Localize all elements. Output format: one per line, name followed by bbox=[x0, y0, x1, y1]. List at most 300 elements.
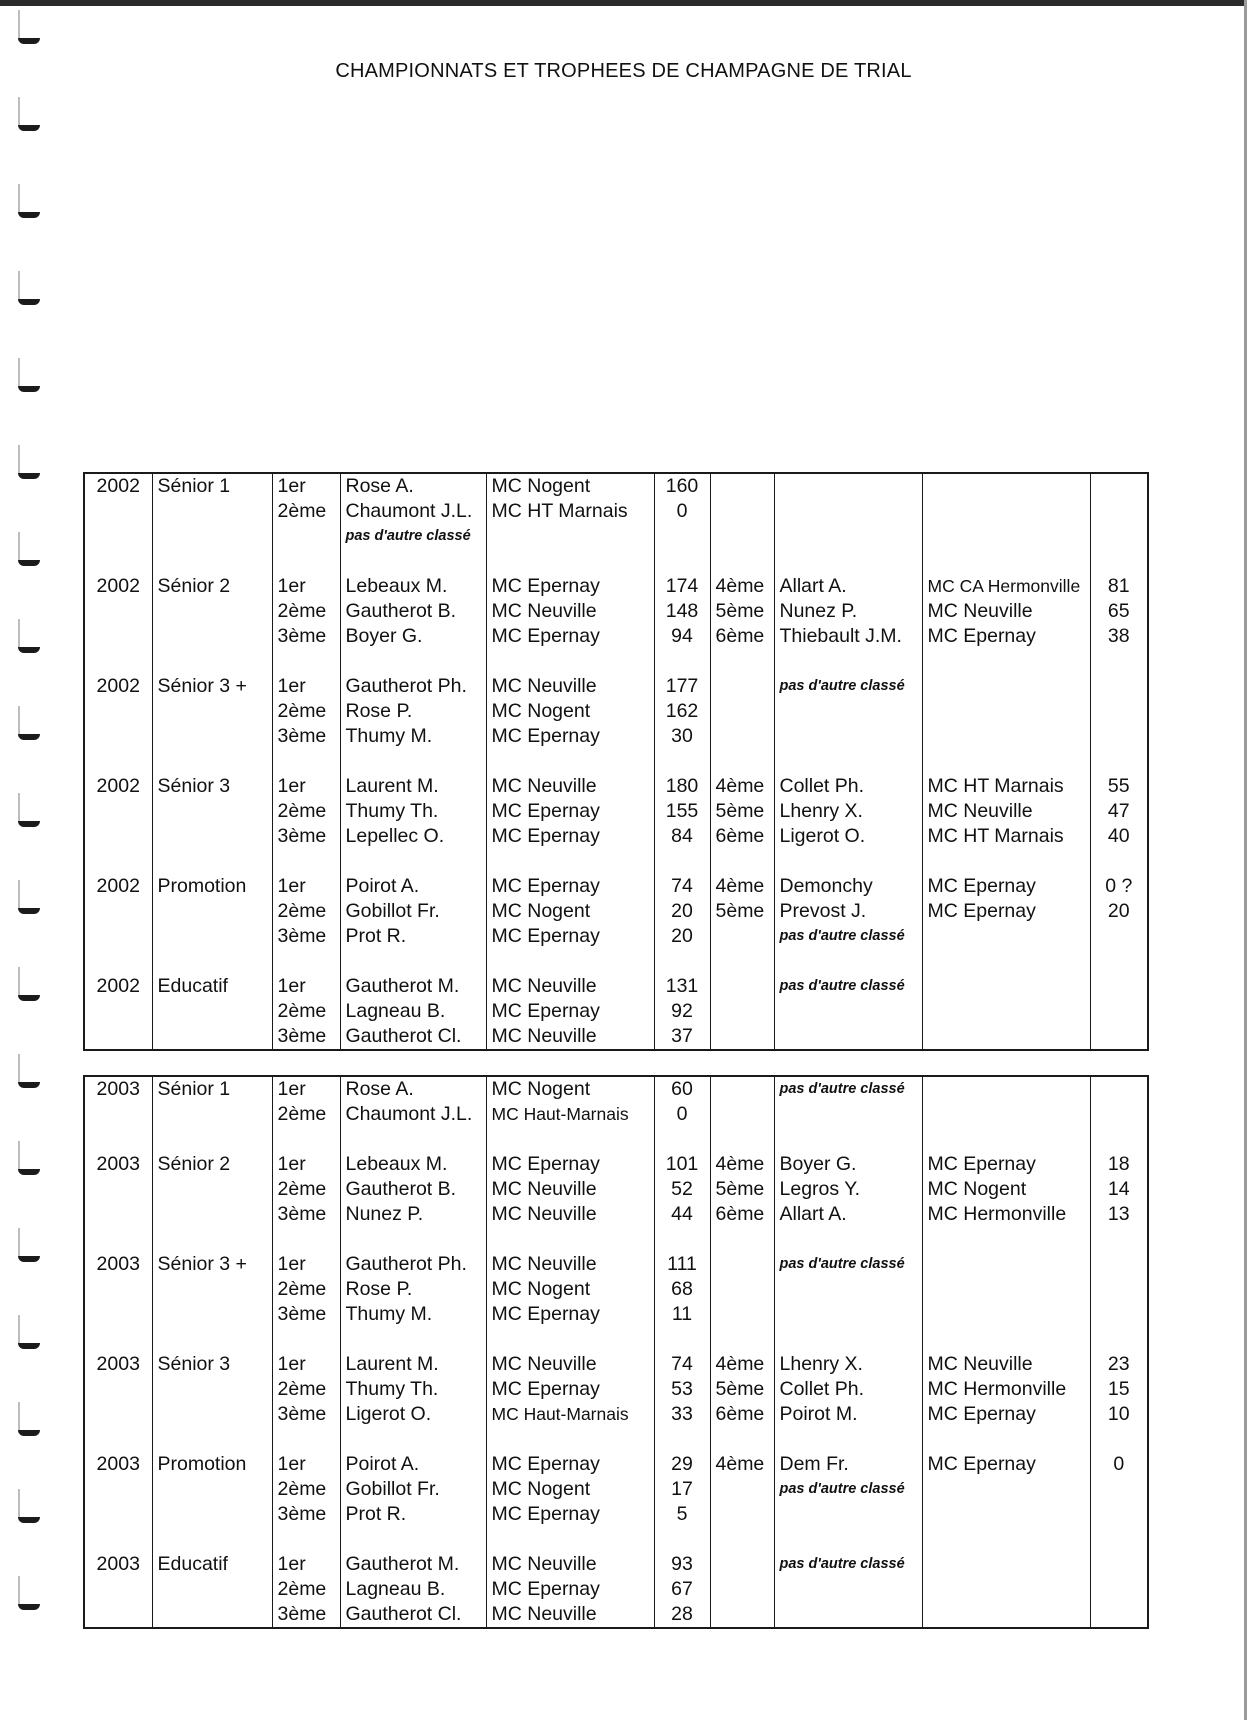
club-cell: MC Epernay bbox=[922, 874, 1090, 899]
rider-name-cell: Gobillot Fr. bbox=[340, 899, 486, 924]
points-cell: 60 bbox=[654, 1076, 710, 1102]
rider-name-cell: Gautherot Ph. bbox=[340, 674, 486, 699]
rank-cell: 2ème bbox=[272, 999, 340, 1024]
rider-name-cell bbox=[774, 1302, 922, 1327]
points-cell bbox=[1090, 1477, 1148, 1502]
club-cell bbox=[922, 499, 1090, 524]
rider-name-cell: Gautherot M. bbox=[340, 974, 486, 999]
category-cell bbox=[152, 1502, 272, 1527]
club-cell bbox=[922, 1076, 1090, 1102]
empty-cell bbox=[654, 1127, 710, 1152]
rank-cell bbox=[710, 1076, 774, 1102]
binder-ring bbox=[14, 880, 40, 916]
club-cell: MC Nogent bbox=[486, 899, 654, 924]
table-row bbox=[84, 1177, 1148, 1202]
empty-cell bbox=[272, 849, 340, 874]
year-cell bbox=[84, 1277, 152, 1302]
club-cell: MC Neuville bbox=[486, 974, 654, 999]
empty-cell bbox=[774, 949, 922, 974]
rank-cell: 1er bbox=[272, 1076, 340, 1102]
points-cell: 44 bbox=[654, 1202, 710, 1227]
club-cell bbox=[922, 1477, 1090, 1502]
empty-cell bbox=[922, 1527, 1090, 1552]
points-cell: 52 bbox=[654, 1177, 710, 1202]
year-cell: 2003 bbox=[84, 1076, 152, 1102]
rank-cell: 3ème bbox=[272, 1402, 340, 1427]
empty-cell bbox=[272, 549, 340, 574]
rank-cell: 1er bbox=[272, 1352, 340, 1377]
empty-cell bbox=[84, 1227, 152, 1252]
empty-cell bbox=[774, 649, 922, 674]
rank-cell: 1er bbox=[272, 1252, 340, 1277]
club-cell: MC Epernay bbox=[486, 799, 654, 824]
rank-cell: 2ème bbox=[272, 1377, 340, 1402]
empty-cell bbox=[272, 1427, 340, 1452]
empty-cell bbox=[1090, 1327, 1148, 1352]
points-cell bbox=[1090, 1252, 1148, 1277]
points-cell bbox=[1090, 1277, 1148, 1302]
empty-cell bbox=[272, 524, 340, 549]
rider-name-cell: Allart A. bbox=[774, 1202, 922, 1227]
binder-ring bbox=[14, 532, 40, 568]
empty-cell bbox=[654, 749, 710, 774]
points-cell: 37 bbox=[654, 1024, 710, 1050]
empty-cell bbox=[922, 1227, 1090, 1252]
rank-cell: 2ème bbox=[272, 1477, 340, 1502]
category-cell bbox=[152, 1477, 272, 1502]
empty-cell bbox=[84, 1527, 152, 1552]
year-cell: 2003 bbox=[84, 1252, 152, 1277]
points-cell: 160 bbox=[654, 473, 710, 499]
results-table-2003 bbox=[83, 1075, 1149, 1629]
empty-cell bbox=[340, 1327, 486, 1352]
club-cell: MC Epernay bbox=[486, 824, 654, 849]
empty-cell bbox=[922, 1427, 1090, 1452]
points-cell: 65 bbox=[1090, 599, 1148, 624]
club-cell: MC Neuville bbox=[486, 1202, 654, 1227]
table-row bbox=[84, 999, 1148, 1024]
rider-name-cell: Ligerot O. bbox=[774, 824, 922, 849]
empty-cell bbox=[654, 849, 710, 874]
table-row bbox=[84, 1024, 1148, 1050]
points-cell bbox=[1090, 674, 1148, 699]
category-cell bbox=[152, 899, 272, 924]
club-cell: MC Haut-Marnais bbox=[486, 1402, 654, 1427]
club-cell: MC Nogent bbox=[486, 699, 654, 724]
points-cell: 111 bbox=[654, 1252, 710, 1277]
rank-cell: 3ème bbox=[272, 724, 340, 749]
club-cell: MC Epernay bbox=[486, 1302, 654, 1327]
category-cell: Educatif bbox=[152, 1552, 272, 1577]
club-cell: MC Neuville bbox=[486, 774, 654, 799]
table-row bbox=[84, 1102, 1148, 1127]
rank-cell: 4ème bbox=[710, 1152, 774, 1177]
club-cell bbox=[922, 1502, 1090, 1527]
points-cell: 15 bbox=[1090, 1377, 1148, 1402]
empty-cell bbox=[486, 749, 654, 774]
rider-name-cell bbox=[774, 699, 922, 724]
points-cell: 20 bbox=[654, 924, 710, 949]
binder-ring bbox=[14, 619, 40, 655]
club-cell: MC CA Hermonville bbox=[922, 574, 1090, 599]
empty-cell bbox=[1090, 849, 1148, 874]
no-other-ranked-note: pas d'autre classé bbox=[774, 1477, 922, 1502]
rank-cell bbox=[710, 724, 774, 749]
rank-cell bbox=[710, 1577, 774, 1602]
empty-cell bbox=[84, 1427, 152, 1452]
rank-cell bbox=[710, 1302, 774, 1327]
rider-name-cell: Gautherot Cl. bbox=[340, 1024, 486, 1050]
empty-cell bbox=[922, 949, 1090, 974]
no-other-ranked-note: pas d'autre classé bbox=[774, 674, 922, 699]
empty-cell bbox=[272, 1327, 340, 1352]
rider-name-cell bbox=[774, 1277, 922, 1302]
club-cell: MC Neuville bbox=[922, 1352, 1090, 1377]
group-spacer-row bbox=[84, 849, 1148, 874]
year-cell: 2002 bbox=[84, 473, 152, 499]
empty-cell bbox=[152, 649, 272, 674]
category-cell bbox=[152, 1024, 272, 1050]
rank-cell: 1er bbox=[272, 1452, 340, 1477]
rank-cell: 4ème bbox=[710, 1452, 774, 1477]
rider-name-cell bbox=[774, 1502, 922, 1527]
club-cell: MC Epernay bbox=[922, 1452, 1090, 1477]
group-spacer-row bbox=[84, 1327, 1148, 1352]
empty-cell bbox=[84, 1127, 152, 1152]
empty-cell bbox=[486, 1527, 654, 1552]
empty-cell bbox=[272, 949, 340, 974]
points-cell: 53 bbox=[654, 1377, 710, 1402]
binder-ring bbox=[14, 184, 40, 220]
rider-name-cell: Gautherot B. bbox=[340, 1177, 486, 1202]
rider-name-cell: Gautherot Cl. bbox=[340, 1602, 486, 1628]
rank-cell bbox=[710, 924, 774, 949]
binder-ring bbox=[14, 271, 40, 307]
rank-cell: 4ème bbox=[710, 874, 774, 899]
year-cell: 2003 bbox=[84, 1552, 152, 1577]
empty-cell bbox=[340, 849, 486, 874]
empty-cell bbox=[654, 1227, 710, 1252]
binder-rings bbox=[14, 0, 44, 1720]
rider-name-cell: Boyer G. bbox=[340, 624, 486, 649]
club-cell: MC Epernay bbox=[486, 999, 654, 1024]
points-cell: 162 bbox=[654, 699, 710, 724]
rank-cell bbox=[710, 1602, 774, 1628]
club-cell: MC HT Marnais bbox=[922, 774, 1090, 799]
empty-cell bbox=[486, 949, 654, 974]
club-cell bbox=[922, 724, 1090, 749]
club-cell: MC Hermonville bbox=[922, 1377, 1090, 1402]
points-cell: 68 bbox=[654, 1277, 710, 1302]
rank-cell bbox=[710, 1252, 774, 1277]
rider-name-cell bbox=[774, 1102, 922, 1127]
rank-cell: 3ème bbox=[272, 1302, 340, 1327]
rider-name-cell: Poirot A. bbox=[340, 1452, 486, 1477]
club-cell bbox=[922, 1602, 1090, 1628]
club-cell: MC Epernay bbox=[486, 1377, 654, 1402]
rider-name-cell: Laurent M. bbox=[340, 1352, 486, 1377]
points-cell bbox=[1090, 1076, 1148, 1102]
year-cell: 2003 bbox=[84, 1452, 152, 1477]
rank-cell bbox=[710, 499, 774, 524]
binder-ring bbox=[14, 793, 40, 829]
year-cell: 2002 bbox=[84, 874, 152, 899]
empty-cell bbox=[152, 1327, 272, 1352]
empty-cell bbox=[340, 1227, 486, 1252]
table-row bbox=[84, 1076, 1148, 1102]
empty-cell bbox=[710, 649, 774, 674]
year-cell bbox=[84, 1577, 152, 1602]
points-cell: 94 bbox=[654, 624, 710, 649]
rank-cell bbox=[710, 1024, 774, 1050]
club-cell: MC HT Marnais bbox=[922, 824, 1090, 849]
category-cell bbox=[152, 599, 272, 624]
rider-name-cell: Dem Fr. bbox=[774, 1452, 922, 1477]
empty-cell bbox=[1090, 649, 1148, 674]
club-cell: MC Nogent bbox=[486, 1477, 654, 1502]
category-cell bbox=[152, 624, 272, 649]
category-cell bbox=[152, 999, 272, 1024]
rider-name-cell: Thiebault J.M. bbox=[774, 624, 922, 649]
year-cell bbox=[84, 924, 152, 949]
year-cell: 2002 bbox=[84, 674, 152, 699]
binder-ring bbox=[14, 97, 40, 133]
club-cell bbox=[922, 1302, 1090, 1327]
rider-name-cell: Chaumont J.L. bbox=[340, 1102, 486, 1127]
rider-name-cell: Boyer G. bbox=[774, 1152, 922, 1177]
category-cell bbox=[152, 924, 272, 949]
table-row bbox=[84, 1352, 1148, 1377]
no-other-ranked-note: pas d'autre classé bbox=[774, 974, 922, 999]
rank-cell: 3ème bbox=[272, 1024, 340, 1050]
club-cell: MC Nogent bbox=[486, 1076, 654, 1102]
binder-ring bbox=[14, 10, 40, 46]
group-spacer-row bbox=[84, 1127, 1148, 1152]
empty-cell bbox=[1090, 1227, 1148, 1252]
empty-cell bbox=[84, 949, 152, 974]
rank-cell: 2ème bbox=[272, 1177, 340, 1202]
category-cell: Sénior 3 + bbox=[152, 674, 272, 699]
empty-cell bbox=[340, 749, 486, 774]
binder-ring bbox=[14, 1054, 40, 1090]
rank-cell: 2ème bbox=[272, 1277, 340, 1302]
year-cell bbox=[84, 624, 152, 649]
rank-cell: 1er bbox=[272, 774, 340, 799]
category-cell bbox=[152, 1302, 272, 1327]
table-row bbox=[84, 1302, 1148, 1327]
club-cell bbox=[922, 699, 1090, 724]
table-row bbox=[84, 974, 1148, 999]
category-cell bbox=[152, 699, 272, 724]
points-cell: 174 bbox=[654, 574, 710, 599]
empty-cell bbox=[84, 849, 152, 874]
empty-cell bbox=[774, 849, 922, 874]
table-row bbox=[84, 674, 1148, 699]
category-cell bbox=[152, 1102, 272, 1127]
no-other-ranked-note: pas d'autre classé bbox=[774, 924, 922, 949]
points-cell bbox=[1090, 974, 1148, 999]
empty-cell bbox=[152, 1527, 272, 1552]
empty-cell bbox=[774, 549, 922, 574]
rider-name-cell: Collet Ph. bbox=[774, 774, 922, 799]
year-cell bbox=[84, 1477, 152, 1502]
empty-cell bbox=[486, 849, 654, 874]
table-row bbox=[84, 1377, 1148, 1402]
rank-cell: 3ème bbox=[272, 1202, 340, 1227]
empty-cell bbox=[152, 849, 272, 874]
table-row bbox=[84, 599, 1148, 624]
rank-cell bbox=[710, 974, 774, 999]
empty-cell bbox=[774, 749, 922, 774]
club-cell: MC Neuville bbox=[486, 1552, 654, 1577]
points-cell bbox=[1090, 1577, 1148, 1602]
table-row bbox=[84, 1552, 1148, 1577]
year-cell bbox=[84, 1177, 152, 1202]
rider-name-cell bbox=[774, 1602, 922, 1628]
year-cell bbox=[84, 1302, 152, 1327]
club-cell: MC Neuville bbox=[486, 1602, 654, 1628]
empty-cell bbox=[922, 1127, 1090, 1152]
rider-name-cell bbox=[774, 1024, 922, 1050]
binder-ring bbox=[14, 706, 40, 742]
year-cell bbox=[84, 724, 152, 749]
points-cell: 33 bbox=[654, 1402, 710, 1427]
points-cell: 38 bbox=[1090, 624, 1148, 649]
binder-ring bbox=[14, 445, 40, 481]
rank-cell: 2ème bbox=[272, 499, 340, 524]
club-cell: MC Neuville bbox=[486, 674, 654, 699]
rider-name-cell: Allart A. bbox=[774, 574, 922, 599]
empty-cell bbox=[1090, 1127, 1148, 1152]
category-cell: Sénior 3 bbox=[152, 774, 272, 799]
points-cell: 20 bbox=[1090, 899, 1148, 924]
year-cell bbox=[84, 1202, 152, 1227]
year-cell bbox=[84, 499, 152, 524]
points-cell: 23 bbox=[1090, 1352, 1148, 1377]
points-cell: 10 bbox=[1090, 1402, 1148, 1427]
club-cell: MC Nogent bbox=[922, 1177, 1090, 1202]
category-cell: Sénior 2 bbox=[152, 574, 272, 599]
rank-cell: 1er bbox=[272, 874, 340, 899]
no-other-ranked-note: pas d'autre classé bbox=[774, 1552, 922, 1577]
rank-cell bbox=[710, 999, 774, 1024]
club-cell: MC Hermonville bbox=[922, 1202, 1090, 1227]
rank-cell: 5ème bbox=[710, 899, 774, 924]
empty-cell bbox=[654, 949, 710, 974]
table-row bbox=[84, 924, 1148, 949]
rank-cell bbox=[710, 1277, 774, 1302]
year-cell: 2002 bbox=[84, 774, 152, 799]
rank-cell: 4ème bbox=[710, 574, 774, 599]
year-cell bbox=[84, 799, 152, 824]
year-cell: 2002 bbox=[84, 574, 152, 599]
category-cell bbox=[152, 1377, 272, 1402]
rank-cell: 3ème bbox=[272, 924, 340, 949]
club-cell: MC Neuville bbox=[922, 799, 1090, 824]
rider-name-cell: Lagneau B. bbox=[340, 1577, 486, 1602]
rank-cell: 6ème bbox=[710, 824, 774, 849]
points-cell bbox=[1090, 1024, 1148, 1050]
table-row bbox=[84, 824, 1148, 849]
empty-cell bbox=[272, 649, 340, 674]
table-row bbox=[84, 1477, 1148, 1502]
table-row bbox=[84, 724, 1148, 749]
no-other-ranked-note: pas d'autre classé bbox=[774, 1252, 922, 1277]
rider-name-cell bbox=[774, 499, 922, 524]
empty-cell bbox=[84, 1327, 152, 1352]
empty-cell bbox=[340, 1127, 486, 1152]
points-cell: 55 bbox=[1090, 774, 1148, 799]
year-cell: 2003 bbox=[84, 1152, 152, 1177]
points-cell: 20 bbox=[654, 899, 710, 924]
rank-cell: 3ème bbox=[272, 624, 340, 649]
empty-cell bbox=[654, 1527, 710, 1552]
table-row bbox=[84, 1577, 1148, 1602]
rank-cell: 1er bbox=[272, 1152, 340, 1177]
category-cell bbox=[152, 1277, 272, 1302]
table-row bbox=[84, 574, 1148, 599]
category-cell bbox=[152, 1202, 272, 1227]
club-cell bbox=[922, 1102, 1090, 1127]
binder-ring bbox=[14, 1315, 40, 1351]
no-other-ranked-note: pas d'autre classé bbox=[774, 1076, 922, 1102]
empty-cell bbox=[1090, 1527, 1148, 1552]
empty-cell bbox=[774, 1327, 922, 1352]
empty-cell bbox=[710, 949, 774, 974]
rank-cell bbox=[710, 1102, 774, 1127]
rank-cell: 1er bbox=[272, 674, 340, 699]
club-cell: MC Epernay bbox=[486, 924, 654, 949]
points-cell: 67 bbox=[654, 1577, 710, 1602]
points-cell: 81 bbox=[1090, 574, 1148, 599]
rider-name-cell: Prevost J. bbox=[774, 899, 922, 924]
rider-name-cell: Thumy M. bbox=[340, 1302, 486, 1327]
binder-ring bbox=[14, 1141, 40, 1177]
page-top-border bbox=[0, 0, 1247, 6]
empty-cell bbox=[272, 1527, 340, 1552]
club-cell: MC Neuville bbox=[486, 599, 654, 624]
empty-cell bbox=[152, 1127, 272, 1152]
empty-cell bbox=[486, 1127, 654, 1152]
year-cell bbox=[84, 999, 152, 1024]
table-row bbox=[84, 624, 1148, 649]
rider-name-cell: Lhenry X. bbox=[774, 799, 922, 824]
club-cell: MC Epernay bbox=[486, 1577, 654, 1602]
empty-cell bbox=[922, 649, 1090, 674]
rank-cell: 5ème bbox=[710, 1377, 774, 1402]
points-cell: 30 bbox=[654, 724, 710, 749]
rank-cell: 1er bbox=[272, 574, 340, 599]
club-cell: MC Epernay bbox=[922, 1152, 1090, 1177]
year-cell bbox=[84, 824, 152, 849]
empty-cell bbox=[710, 1227, 774, 1252]
club-cell: MC Neuville bbox=[922, 599, 1090, 624]
points-cell: 29 bbox=[654, 1452, 710, 1477]
club-cell: MC Nogent bbox=[486, 473, 654, 499]
rank-cell: 1er bbox=[272, 1552, 340, 1577]
rider-name-cell bbox=[774, 999, 922, 1024]
points-cell: 13 bbox=[1090, 1202, 1148, 1227]
category-cell: Sénior 3 + bbox=[152, 1252, 272, 1277]
empty-cell bbox=[774, 1227, 922, 1252]
rank-cell: 1er bbox=[272, 974, 340, 999]
points-cell: 0 ? bbox=[1090, 874, 1148, 899]
empty-cell bbox=[152, 549, 272, 574]
category-cell: Sénior 1 bbox=[152, 1076, 272, 1102]
club-cell bbox=[922, 1252, 1090, 1277]
club-cell bbox=[922, 1552, 1090, 1577]
category-cell bbox=[152, 1602, 272, 1628]
